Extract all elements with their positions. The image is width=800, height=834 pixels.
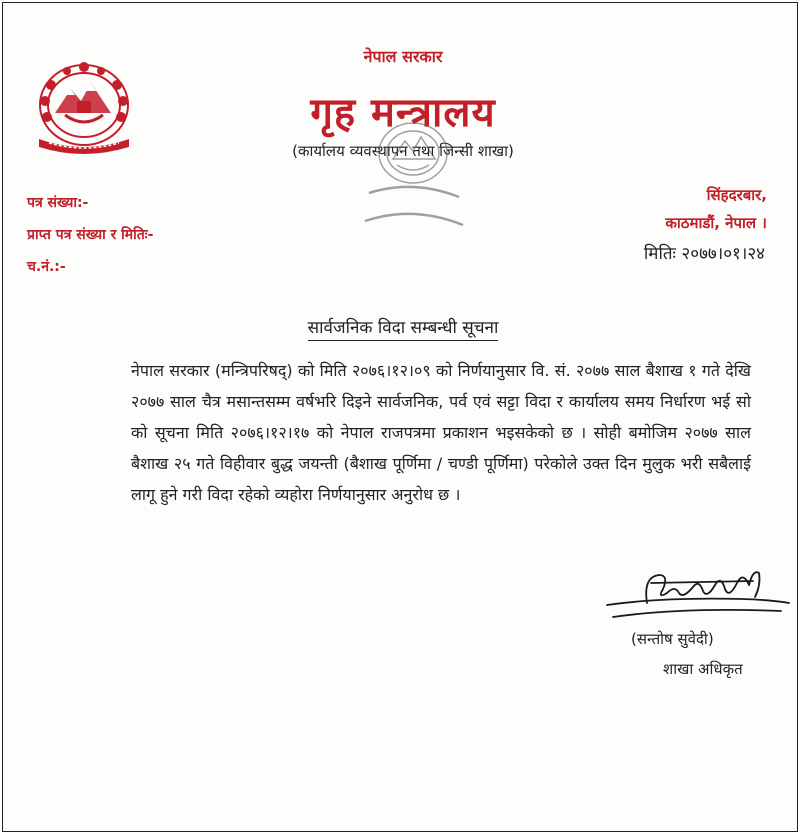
letter-page <box>2 2 798 832</box>
letter-date: मितिः २०७७।०१।२४ <box>643 244 765 264</box>
government-name: नेपाल सरकार <box>363 47 443 66</box>
signatory-title: शाखा अधिकृत <box>663 660 743 678</box>
notice-subject-text: सार्वजनिक विदा सम्बन्धी सूचना <box>308 318 499 341</box>
division-name: (कार्यालय व्यवस्थापन तथा जिन्सी शाखा) <box>292 142 514 160</box>
letter-number-label: पत्र संख्या:- <box>27 195 89 211</box>
ministry-title: गृह मन्त्रालय <box>310 90 496 136</box>
location-line-1: सिंहदरबार, <box>706 186 767 204</box>
dispatch-number-label: च.नं.:- <box>27 259 66 275</box>
signatory-name: (सन्तोष सुवेदी) <box>631 630 714 648</box>
notice-subject <box>3 315 800 338</box>
handwritten-signature-icon <box>603 563 793 633</box>
location-line-2: काठमाडौं, नेपाल । <box>665 214 767 232</box>
received-letter-label: प्राप्त पत्र संख्या र मितिः- <box>27 227 154 243</box>
office-stamp-icon <box>355 109 473 239</box>
notice-body: नेपाल सरकार (मन्त्रिपरिषद्) को मिति २०७६।१२।०९ को निर्णयानुसार वि. सं. २०७७ साल बैशाख १ गते देखि २०७७ साल चैत्र मसान्तसम्म वर्षभरि दिइने सार्वजनिक, पर्व एवं सट्टा विदा र कार्यालय समय निर्धारण भई सो को सूचना मिति २०७६।१२।१७ को नेपाल राजपत्रमा प्रकाशन भइसकेको छ । सोही बमोजिम २०७७ साल बैशाख २५ गते विहीवार बुद्ध जयन्ती (बैशाख पूर्णिमा / चण्डी पूर्णिमा) परेकोले उक्त दिन मुलुक भरी सबैलाई लागू हुने गरी विदा रहेको व्यहोरा निर्णयानुसार अनुरोध छ । <box>131 361 751 504</box>
